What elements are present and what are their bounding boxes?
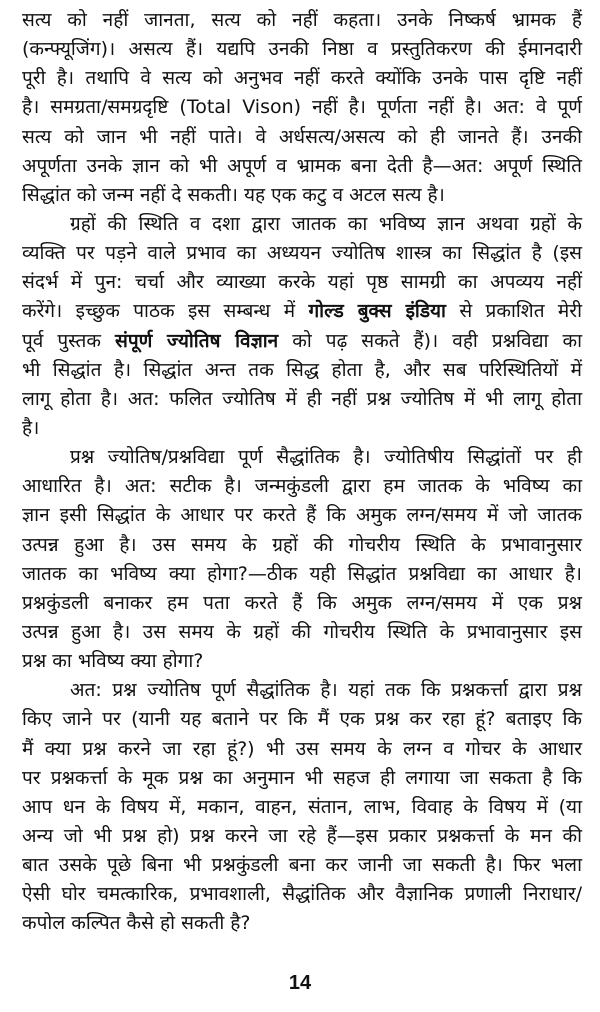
text-segment: पूर्व पुस्तक (22, 329, 115, 352)
text-segment: अत: प्रश्न ज्योतिष पूर्ण सैद्धांतिक है। यहां तक कि प्रश्नकर्त्ता द्वारा प्रश्न (70, 679, 582, 702)
text-line (22, 268, 582, 297)
text-line (22, 560, 582, 589)
text-line (22, 385, 582, 414)
text-segment: मैं क्या प्रश्न करने जा रहा हूं?) भी उस समय के लग्न व गोचर के आधार (22, 737, 582, 760)
paragraph (22, 443, 582, 676)
text-segment: को पढ़ सकते हैं)। वही प्रश्नविद्या का (278, 329, 583, 352)
text-line (22, 676, 582, 705)
text-line (22, 6, 582, 35)
text-line (22, 64, 582, 93)
text-segment: कपोल कल्पित कैसे हो सकती है? (22, 912, 251, 935)
text-segment: आप धन के विषय में, मकान, वाहन, संतान, लाभ, विवाह के विषय में (या (22, 795, 582, 818)
text-segment: उत्पन्न हुआ है। उस समय के ग्रहों की गोचरीय स्थिति के प्रभावानुसार इस (22, 620, 582, 643)
text-line (22, 880, 582, 909)
text-line (22, 123, 582, 152)
text-segment: पूरी है। तथापि वे सत्य को अनुभव नहीं करते क्योंकि उनके पास दृष्टि नहीं (22, 67, 582, 90)
text-line (22, 297, 582, 326)
text-segment: ज्ञान इसी सिद्धांत के आधार पर करते हैं कि अमुक लग्न/समय में जो जातक (22, 504, 582, 527)
paragraph (22, 6, 582, 210)
text-line (22, 93, 582, 122)
text-segment: करेंगे। इच्छुक पाठक इस सम्बन्ध में (22, 300, 309, 323)
text-segment: है। समग्रता/समग्रदृष्टि (Total Vison) नहीं है। पूर्णता नहीं है। अत: वे पूर्ण (22, 96, 582, 119)
text-segment: संदर्भ में पुन: चर्चा और व्याख्या करके यहां पृष्ठ सामग्री का अपव्यय नहीं (22, 271, 582, 294)
text-line (22, 531, 582, 560)
text-line (22, 822, 582, 851)
text-line (22, 210, 582, 239)
text-segment: पर प्रश्नकर्त्ता के मूक प्रश्न का अनुमान भी सहज ही लगाया जा सकता है कि (22, 766, 582, 789)
text-segment: सिद्धांत को जन्म नहीं दे सकती। यह एक कटु व अटल सत्य है। (22, 183, 445, 206)
text-segment: व्यक्ति पर पड़ने वाले प्रभाव का अध्ययन ज्योतिष शास्त्र का सिद्धांत है (इस (22, 242, 582, 265)
text-line (22, 909, 582, 938)
text-segment: प्रश्न ज्योतिष/प्रश्नविद्या पूर्ण सैद्धांतिक है। ज्योतिषीय सिद्धांतों पर ही (70, 446, 582, 469)
text-line (22, 618, 582, 647)
text-segment: है। (22, 416, 40, 439)
bold-title: संपूर्ण ज्योतिष विज्ञान (115, 329, 279, 352)
paragraph (22, 210, 582, 443)
text-segment: प्रश्न का भविष्य क्या होगा? (22, 650, 204, 673)
text-line (22, 35, 582, 64)
text-segment: अन्य जो भी प्रश्न हो) प्रश्न करने जा रहे हैं—इस प्रकार प्रश्नकर्त्ता के मन की (22, 824, 582, 847)
text-segment: प्रश्नकुंडली बनाकर हम पता करते हैं कि अमुक लग्न/समय में एक प्रश्न (22, 591, 582, 614)
paragraph (22, 676, 582, 938)
text-segment: किए जाने पर (यानी यह बताने पर कि मैं एक प्रश्न कर रहा हूं? बताइए कि (22, 708, 582, 731)
text-line (22, 705, 582, 734)
text-line (22, 356, 582, 385)
page-number: 14 (288, 972, 312, 994)
text-segment: ऐसी घोर चमत्कारिक, प्रभावशाली, सैद्धांतिक और वैज्ञानिक प्रणाली निराधार/ (22, 883, 582, 906)
text-segment: ग्रहों की स्थिति व दशा द्वारा जातक का भविष्य ज्ञान अथवा ग्रहों के (70, 212, 582, 235)
text-line (22, 443, 582, 472)
text-segment: भी सिद्धांत है। सिद्धांत अन्त तक सिद्ध होता है, और सब परिस्थितियों में (22, 358, 582, 381)
text-line (22, 501, 582, 530)
text-line (22, 181, 582, 210)
text-segment: (कन्फ्यूजिंग)। असत्य हैं। यद्यपि उनकी निष्ठा व प्रस्तुतिकरण की ईमानदारी (22, 38, 582, 61)
text-segment: आधारित है। अत: सटीक है। जन्मकुंडली द्वारा हम जातक के भविष्य का (22, 475, 582, 498)
text-line (22, 735, 582, 764)
text-segment: जातक का भविष्य क्या होगा?—ठीक यही सिद्धांत प्रश्नविद्या का आधार है। (22, 562, 582, 585)
text-line (22, 851, 582, 880)
text-line (22, 239, 582, 268)
text-line (22, 472, 582, 501)
text-line (22, 152, 582, 181)
text-segment: से प्रकाशित मेरी (445, 300, 582, 323)
text-line (22, 327, 582, 356)
page-body (22, 6, 582, 939)
bold-title: गोल्ड बुक्स इंडिया (308, 300, 446, 323)
text-segment: सत्य को जान भी नहीं पाते। वे अर्धसत्य/असत्य को ही जानते हैं। उनकी (22, 125, 582, 148)
text-segment: अपूर्णता उनके ज्ञान को भी अपूर्ण व भ्रामक बना देती है—अत: अपूर्ण स्थिति (22, 154, 582, 177)
text-segment: बात उसके पूछे बिना भी प्रश्नकुंडली बना कर जानी जा सकती है। फिर भला (22, 854, 582, 877)
text-segment: लागू होता है। अत: फलित ज्योतिष में ही नहीं प्रश्न ज्योतिष में भी लागू होता (22, 387, 582, 410)
text-line (22, 793, 582, 822)
text-line (22, 589, 582, 618)
text-segment: सत्य को नहीं जानता, सत्य को नहीं कहता। उनके निष्कर्ष भ्रामक हैं (22, 9, 582, 31)
text-line (22, 764, 582, 793)
text-line (22, 647, 582, 676)
text-line (22, 414, 582, 443)
text-segment: उत्पन्न हुआ है। उस समय के ग्रहों की गोचरीय स्थिति के प्रभावानुसार (22, 533, 582, 556)
